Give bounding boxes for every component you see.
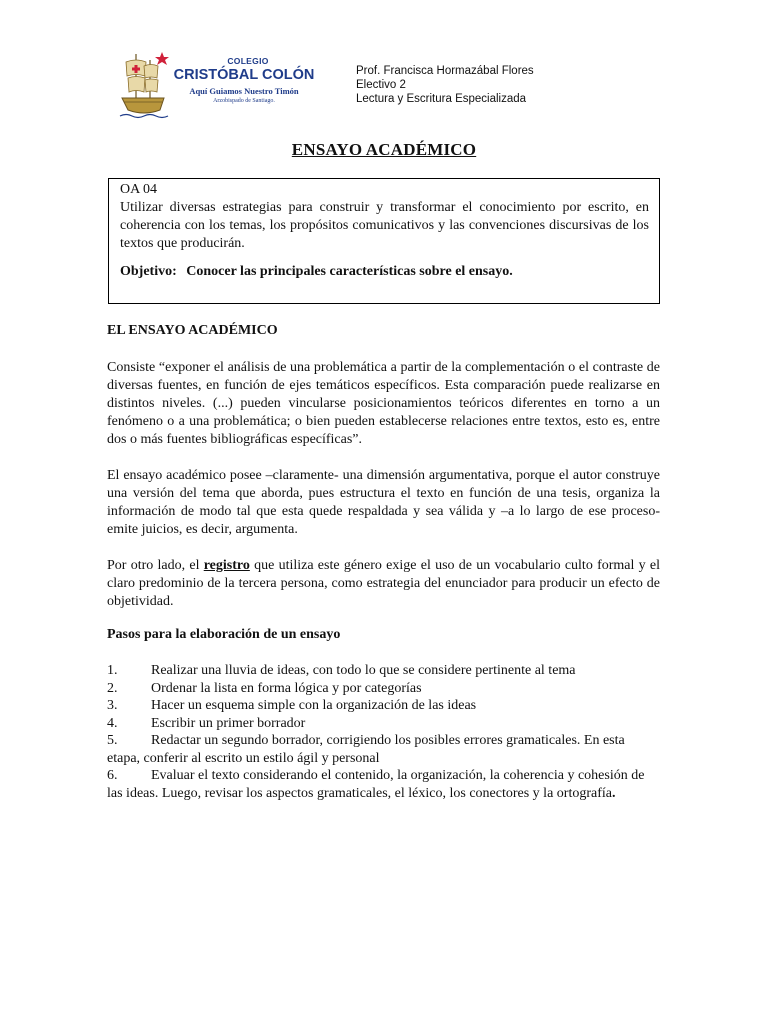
subject-name: Lectura y Escritura Especializada: [356, 93, 527, 105]
list-item: [107, 767, 660, 802]
objective-box: [108, 178, 660, 304]
step-text: Evaluar el texto considerando el contenido, la organización, la coherencia y cohesión de las ideas. Luego, revisar los aspectos gramaticales, el léxico, los conectores y la ortografía: [107, 768, 645, 801]
step-number: 4.: [107, 715, 118, 731]
list-item: [107, 697, 660, 715]
paragraph-3-end: que utiliza este género exige el uso de un vocabulario culto formal y el claro predominio de la tercera persona, como estrategia del enunciador para producir un efecto de objetividad.: [107, 558, 660, 609]
step-number: 1.: [107, 663, 118, 678]
course-name: Electivo 2: [356, 79, 406, 91]
list-item: [107, 732, 660, 767]
step-text: Hacer un esquema simple con la organización de las ideas: [151, 698, 477, 713]
step-text: Redactar un segundo borrador, corrigiendo los posibles errores gramaticales. En esta etapa, conferir al escrito un estilo ágil y personal: [107, 733, 625, 766]
teacher-name: Prof. Francisca Hormazábal Flores: [356, 65, 534, 77]
objective-label: Objetivo:: [120, 264, 177, 279]
oa-description: Utilizar diversas estrategias para construir y transformar el conocimiento por escrito, en coherencia con los temas, los propósitos comunicativos y las convenciones discursivas de los textos que producirán.: [120, 200, 649, 251]
step-number: 3.: [107, 698, 118, 713]
logo-subtitle: Arzobispado de Santiago.: [213, 98, 275, 104]
paragraph-3-start: Por otro lado, el: [107, 558, 204, 573]
step-text: Realizar una lluvia de ideas, con todo lo que se considere pertinente al tema: [151, 663, 576, 678]
steps-heading: Pasos para la elaboración de un ensayo: [107, 627, 341, 642]
logo-motto: Aquí Guiamos Nuestro Timón: [189, 86, 299, 96]
step-number: 6.: [107, 768, 118, 783]
oa-code: OA 04: [120, 182, 157, 197]
steps-list: [107, 662, 660, 802]
list-item: [107, 715, 660, 733]
objective-text: Conocer las principales características sobre el ensayo.: [186, 264, 513, 279]
section-heading: EL ENSAYO ACADÉMICO: [107, 323, 278, 338]
school-logo: [118, 46, 318, 122]
logo-line-1: COLEGIO: [227, 56, 269, 66]
paragraph-2: El ensayo académico posee –claramente- una dimensión argumentativa, porque el autor construye una versión del tema que aborda, pues estructura el texto en función de una tesis, organiza la información de modo tal que esta quede respaldada y sea válida y –a lo largo de ese proceso- emite juicios, es decir, argumenta.: [107, 468, 660, 537]
logo-school-name: CRISTÓBAL COLÓN: [173, 67, 315, 83]
step-end-period: .: [611, 785, 616, 801]
step-text: Ordenar la lista en forma lógica y por categorías: [151, 680, 422, 696]
registro-keyword: registro: [203, 558, 250, 573]
objective: [120, 263, 649, 281]
list-item: [107, 662, 660, 680]
step-number: 5.: [107, 733, 118, 748]
ship-logo-icon: [118, 46, 178, 122]
header-info: [356, 64, 534, 106]
list-item: [107, 680, 660, 698]
paragraph-1: Consiste “exponer el análisis de una problemática a partir de la complementación o el contraste de diversas fuentes, en función de ejes temáticos específicos. Esta comparación puede realizarse en distintos niveles. (...) pueden vincularse posicionamientos teóricos diferentes en torno a un fenómeno o a una problemática; o bien pueden establecerse relaciones entre textos, esto es, entre dos o más fuentes bibliográficas específicas”.: [107, 360, 660, 447]
page-title: ENSAYO ACADÉMICO: [291, 140, 477, 159]
step-text: Escribir un primer borrador: [151, 715, 306, 731]
step-number: 2.: [107, 680, 118, 696]
paragraph-3: [107, 557, 660, 611]
